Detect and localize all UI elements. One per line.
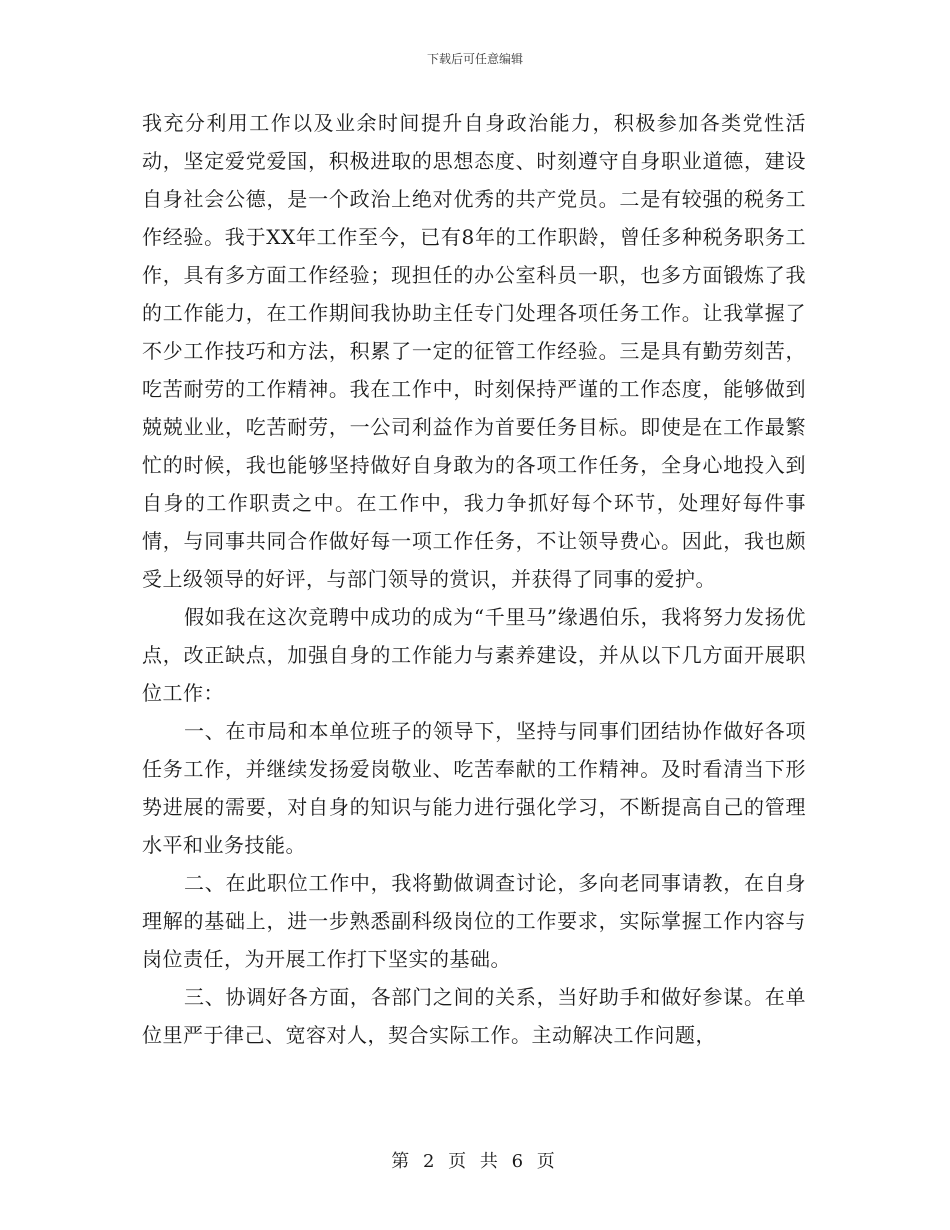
- page-footer: 第 2 页 共 6 页: [391, 1151, 559, 1172]
- paragraph-2: 假如我在这次竞聘中成功的成为“千里马”缘遇伯乐，我将努力发扬优点，改正缺点，加强自身的工作能力与素养建设，并从以下几方面开展职位工作：: [142, 605, 806, 705]
- paragraph-3: 一、在市局和本单位班子的领导下，坚持与同事们团结协作做好各项任务工作，并继续发扬爱岗敬业、吃苦奉献的工作精神。及时看清当下形势进展的需要，对自身的知识与能力进行强化学习，不断提高自己的管理水平和业务技能。: [142, 719, 806, 857]
- page-header: 下载后可任意编辑: [426, 52, 523, 66]
- document-body: [142, 104, 806, 1054]
- paragraph-1: 我充分利用工作以及业余时间提升自身政治能力，积极参加各类党性活动，坚定爱党爱国，积极进取的思想态度、时刻遵守自身职业道德，建设自身社会公德，是一个政治上绝对优秀的共产党员。二是有较强的税务工作经验。我于XX年工作至今，已有8年的工作职龄，曾任多种税务职务工作，具有多方面工作经验；现担任的办公室科员一职，也多方面锻炼了我的工作能力，在工作期间我协助主任专门处理各项任务工作。让我掌握了不少工作技巧和方法，积累了一定的征管工作经验。三是具有勤劳刻苦，吃苦耐劳的工作精神。我在工作中，时刻保持严谨的工作态度，能够做到兢兢业业，吃苦耐劳，一公司利益作为首要任务目标。即使是在工作最繁忙的时候，我也能够坚持做好自身敢为的各项工作任务，全身心地投入到自身的工作职责之中。在工作中，我力争抓好每个环节，处理好每件事情，与同事共同合作做好每一项工作任务，不让领导费心。因此，我也颇受上级领导的好评，与部门领导的赏识，并获得了同事的爱护。: [142, 111, 806, 591]
- paragraph-5: 三、协调好各方面，各部门之间的关系，当好助手和做好参谋。在单位里严于律己、宽容对人，契合实际工作。主动解决工作问题，: [142, 985, 806, 1047]
- paragraph-4: 二、在此职位工作中，我将勤做调查讨论，多向老同事请教，在自身理解的基础上，进一步熟悉副科级岗位的工作要求，实际掌握工作内容与岗位责任，为开展工作打下坚实的基础。: [142, 871, 806, 971]
